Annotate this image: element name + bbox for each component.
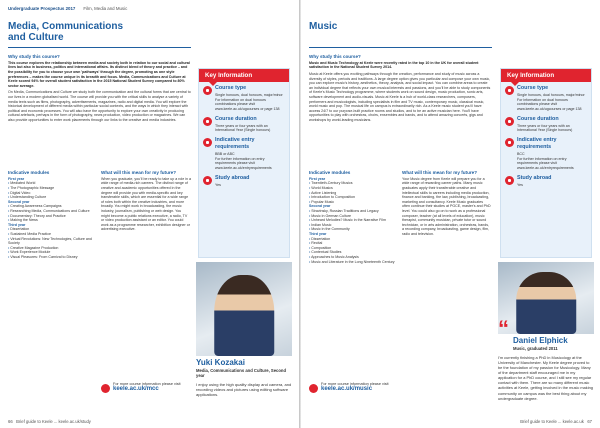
second-year-list [309, 209, 397, 232]
title-rule [309, 47, 492, 48]
right-why-section [309, 52, 492, 162]
key-item-heading: Course type [215, 85, 247, 91]
right-future [402, 168, 492, 343]
why-body: Music at Keele offers you exciting pathways through the creation, performance and study of music across a diversity of styles, periods and traditions. A large degree option gives you particular and compose your own music, you can explore music's history, aesthetics, theory, analysis, and social impact. You can combine areas to create an individual degree that reflects your own musical interests and passions, and you'll be able to study components of Keele's Music Technology programme, where students work on sound design, music production, sonic arts, software development and audio-visuals. Music at Keele is a hub of world-class researchers, composers, performers and musicologists, including specialists in film and TV music, contemporary music, classical music, world music and pop. The musical life on campus is extraordinarily rich. As a Keele music student you'll have access 24/7 to our purpose-built practice rooms and studios, and to be an active musician here. You'll have opportunities to play with orchestras, choirs, ensembles and bands, and to attend amazing concerts, gigs and workshops by world-leading musicians. [309, 72, 491, 122]
more-info-right [321, 382, 411, 392]
title-line: Media, Communications [8, 21, 124, 32]
checklist-icon [505, 138, 514, 147]
key-item-text: For information on dual honours combinations please visit www.keele.ac.uk/ugcourses or page 138 [517, 97, 582, 112]
third-year-list [8, 227, 96, 259]
key-item-text: Three years or four years with an International Year (Single honours) [517, 123, 573, 133]
why-heading: Why study this course? [309, 54, 361, 59]
key-item-text: For information on dual honours combinations please visit www.keele.ac.uk/ugcourses or page 138 [215, 97, 280, 112]
key-item-heading: Study abroad [517, 174, 552, 181]
left-footer [8, 419, 91, 424]
more-info-text: For more course information please visit [113, 382, 181, 386]
first-year-label: First year [309, 176, 326, 181]
left-modules [8, 168, 96, 398]
key-item-heading: Course duration [215, 115, 257, 122]
module-item: • Indian Music [309, 223, 397, 228]
first-year-list [309, 181, 397, 204]
module-item: • Making the News [8, 218, 96, 223]
profile-course: Media, Communications and Culture, Second year [196, 368, 287, 379]
footer-text: Brief guide to Keele ... keele.ac.uk [520, 419, 584, 424]
future-heading: What will this mean for my future? [101, 170, 177, 175]
left-why-section [8, 52, 191, 162]
module-item: • Music and Literature in the Long Nineteenth Century [309, 260, 397, 265]
profile-quote: I enjoy using the high quality display and camera, and recording videos and pictures using editing software applications. [196, 382, 292, 398]
first-year-label: First year [8, 176, 25, 181]
module-item: • Active Listening [309, 191, 397, 196]
module-item: • Sustained Media Practice [8, 232, 96, 237]
more-info-left [113, 382, 193, 392]
running-head-section: Film, Media and Music [83, 6, 128, 11]
page-number: 66 [8, 419, 13, 424]
student-figure [516, 272, 576, 334]
title-line: and Culture [8, 31, 64, 43]
module-item: • Dissertation [8, 227, 96, 232]
mortarboard-icon [203, 86, 212, 95]
key-item-text: Single honours, dual honours, major/minor [517, 93, 585, 98]
mortarboard-icon [505, 86, 514, 95]
key-item-text: Yes [517, 182, 523, 187]
key-item-text: BBB or ABC [215, 152, 235, 157]
left-running-head [8, 6, 127, 16]
key-item-text: Three years or four years with an International Year (Single honours) [215, 123, 271, 133]
right-key-information [500, 68, 592, 258]
key-study-abroad [501, 172, 591, 189]
module-item: • Composition [309, 246, 397, 251]
module-item: • Music in the Community [309, 227, 397, 232]
why-lead: Music and Music Technology at Keele were recently rated in the top 10 in the UK for overall student satisfaction in the National Student Survey 2014. [309, 60, 479, 70]
globe-icon [203, 176, 212, 185]
globe-icon [505, 176, 514, 185]
key-item-text: Single honours, dual honours, major/minor [215, 93, 283, 98]
left-page-title [8, 22, 148, 43]
profile-name: Daniel Elphick [513, 336, 568, 345]
profile-quote: I'm currently finishing a PhD in Musicology at the University of Manchester. My Keele degree proved to be the foundation of my passion for Musicology. Many of the department staff encouraged me in my application for a PhD course, and I still see my regular contact with them. There are so many different music activities at Keele, getting involved in the music making community on campus was the best thing about my undergraduate degree. [498, 355, 593, 401]
profile-course: Music, graduated 2011 [513, 346, 558, 351]
second-year-label: Second year [309, 204, 331, 209]
title-rule [8, 47, 191, 48]
quote-mark-icon: “ [498, 316, 509, 341]
key-item-heading: Course duration [517, 115, 559, 122]
module-item: • Approaches to Music Analysis [309, 255, 397, 260]
module-item: • Popular Music [309, 200, 397, 205]
more-info-link[interactable]: keele.ac.uk/music [321, 386, 373, 392]
module-item: • Unheard Melodies? Music in the Narrative Film [309, 218, 397, 223]
why-heading: Why study this course? [8, 54, 60, 59]
key-course-duration [199, 113, 289, 134]
key-item-heading: Indicative entry requirements [517, 137, 557, 151]
module-item: • Contextual Studies [309, 250, 397, 255]
key-study-abroad [199, 172, 289, 189]
module-item: • Creative Magazine Production [8, 246, 96, 251]
module-item: • Visual Pleasures: From Carnival to Disney [8, 255, 96, 260]
key-item-text: For further information on entry requirements please visit www.keele.ac.uk/entryrequirements [517, 156, 574, 171]
second-year-list [8, 204, 96, 222]
page-gutter [299, 0, 301, 428]
future-heading: What will this mean for my future? [402, 170, 478, 175]
third-year-label: Third year [309, 232, 327, 236]
module-item: • Understanding Culture [8, 195, 96, 200]
module-item: • Stravinsky, Russian Traditions and Legacy [309, 209, 397, 214]
modules-heading: Indicative modules [8, 170, 50, 175]
future-body: Your Music degree from Keele will prepare you for a wide range of rewarding career paths. Many music graduates apply their transferable creative and intellectual skills to careers including media production, finance and banking, the law, publishing, broadcasting, marketing and consultancy. Keele Music graduates often continue their studies at PGCE, master's and PhD level. You could also go on to work as a professional composer, teacher (at all levels of education), music therapist, community musician, private tutor or sound technician, or in arts administration, orchestras, bands, a recording company, broadcasting, game design, film, radio and television. [402, 176, 491, 236]
key-entry-requirements [199, 134, 289, 172]
module-item: • Digital Video [8, 191, 96, 196]
more-info-text: For more course information please visit [321, 382, 389, 386]
more-info-link[interactable]: keele.ac.uk/mcc [113, 386, 159, 392]
second-year-label: Second year [8, 199, 30, 204]
running-head-title: Undergraduate Prospectus 2017 [8, 6, 76, 11]
key-info-heading: Key Information [501, 69, 591, 82]
module-item: • Researching Media, Communications and Culture [8, 209, 96, 214]
profile-name: Yuki Kozakai [196, 358, 245, 367]
key-item-text: BCC [517, 152, 525, 157]
module-item: • The Photographic Message [8, 186, 96, 191]
third-year-label: Third year [8, 222, 26, 227]
key-course-duration [501, 113, 591, 134]
module-item: • Mediated World [8, 181, 96, 186]
student-photo-daniel [498, 262, 594, 334]
key-course-type [199, 82, 289, 113]
module-item: • Virtual Revolutions: New Technologies, Culture and Society [8, 237, 96, 246]
footer-text: Brief guide to Keele ... keele.ac.uk/study [16, 419, 91, 424]
left-future [101, 168, 191, 343]
checklist-icon [203, 138, 212, 147]
future-body: When you graduate, you'll be ready to take up a role in a wide range of media-rich careers. The distinct range of creative and academic opportunities offered in the degree will provide you with media-specific and key transferable skills, which are essential for a wide range of roles both within the creative industries, and more broadly. You might work in broadcasting, the music industry, journalism, publishing or web design. You might become a public relations executive, a radio, TV or video production assistant or an editor. You could work as a programme researcher, exhibition designer or advertising executive. [101, 176, 191, 232]
student-photo-yuki [196, 262, 292, 356]
key-entry-requirements [501, 134, 591, 172]
computer-icon [101, 384, 110, 393]
key-item-heading: Indicative entry requirements [215, 137, 255, 151]
key-info-heading: Key Information [199, 69, 289, 82]
module-item: • World Musics [309, 186, 397, 191]
module-item: • Twentieth-Century Musics [309, 181, 397, 186]
third-year-list [309, 237, 397, 265]
computer-icon [309, 384, 318, 393]
module-item: • Introduction to Composition [309, 195, 397, 200]
modules-heading: Indicative modules [309, 170, 351, 175]
key-item-heading: Study abroad [215, 174, 250, 181]
left-key-information [198, 68, 290, 258]
why-body: On Media, Communications and Culture we study both the communication and the cultural forms that are central to our lives in a modern globalised world. The course will provide you with the critical skills to analyse a variety of media texts such as films, photography, advertisements, magazines, radio and digital media. You will explore the historical development of different media within particular social contexts, and the ways in which they interact with political and economic processes. You will also have the opportunity to explore your own creativity in producing cultural artefacts, perhaps in the form of photography, news production, video production or magazines. We can also provide opportunities to enter work placements through our links to the creative and media industries. [8, 90, 191, 122]
student-figure [214, 275, 274, 356]
right-modules [309, 168, 397, 398]
clock-icon [505, 117, 514, 126]
why-lead: This course explores the relationship between media and society both in relation to our social and cultural lives but also in business, politics and international affairs. Its distinct blend of theory and practice – and the possibility for you to choose your own 'pathways' through the degree, promoting as one style preferences – makes the course unique in its breadth and focus. Media, Communications and Culture at Keele scored 94% for overall student satisfaction in the 2015 National Student Survey compared to 80% sector average. [8, 60, 190, 88]
key-course-type [501, 82, 591, 113]
key-item-heading: Course type [517, 85, 549, 91]
module-item: • Dissertation [309, 237, 397, 242]
key-item-text: For further information on entry requirements please visit www.keele.ac.uk/entryrequirements [215, 156, 272, 171]
key-item-text: Yes [215, 182, 221, 187]
first-year-list [8, 181, 96, 199]
page-number: 67 [587, 419, 592, 424]
right-footer [520, 419, 592, 424]
clock-icon [203, 117, 212, 126]
module-item: • Documentary: Theory and Practice [8, 214, 96, 219]
module-item: • Recital [309, 241, 397, 246]
module-item: • Work Experience Module [8, 250, 96, 255]
module-item: • Creating Awareness Campaigns [8, 204, 96, 209]
right-page-title: Music [309, 21, 338, 32]
module-item: • Music in German Culture [309, 214, 397, 219]
